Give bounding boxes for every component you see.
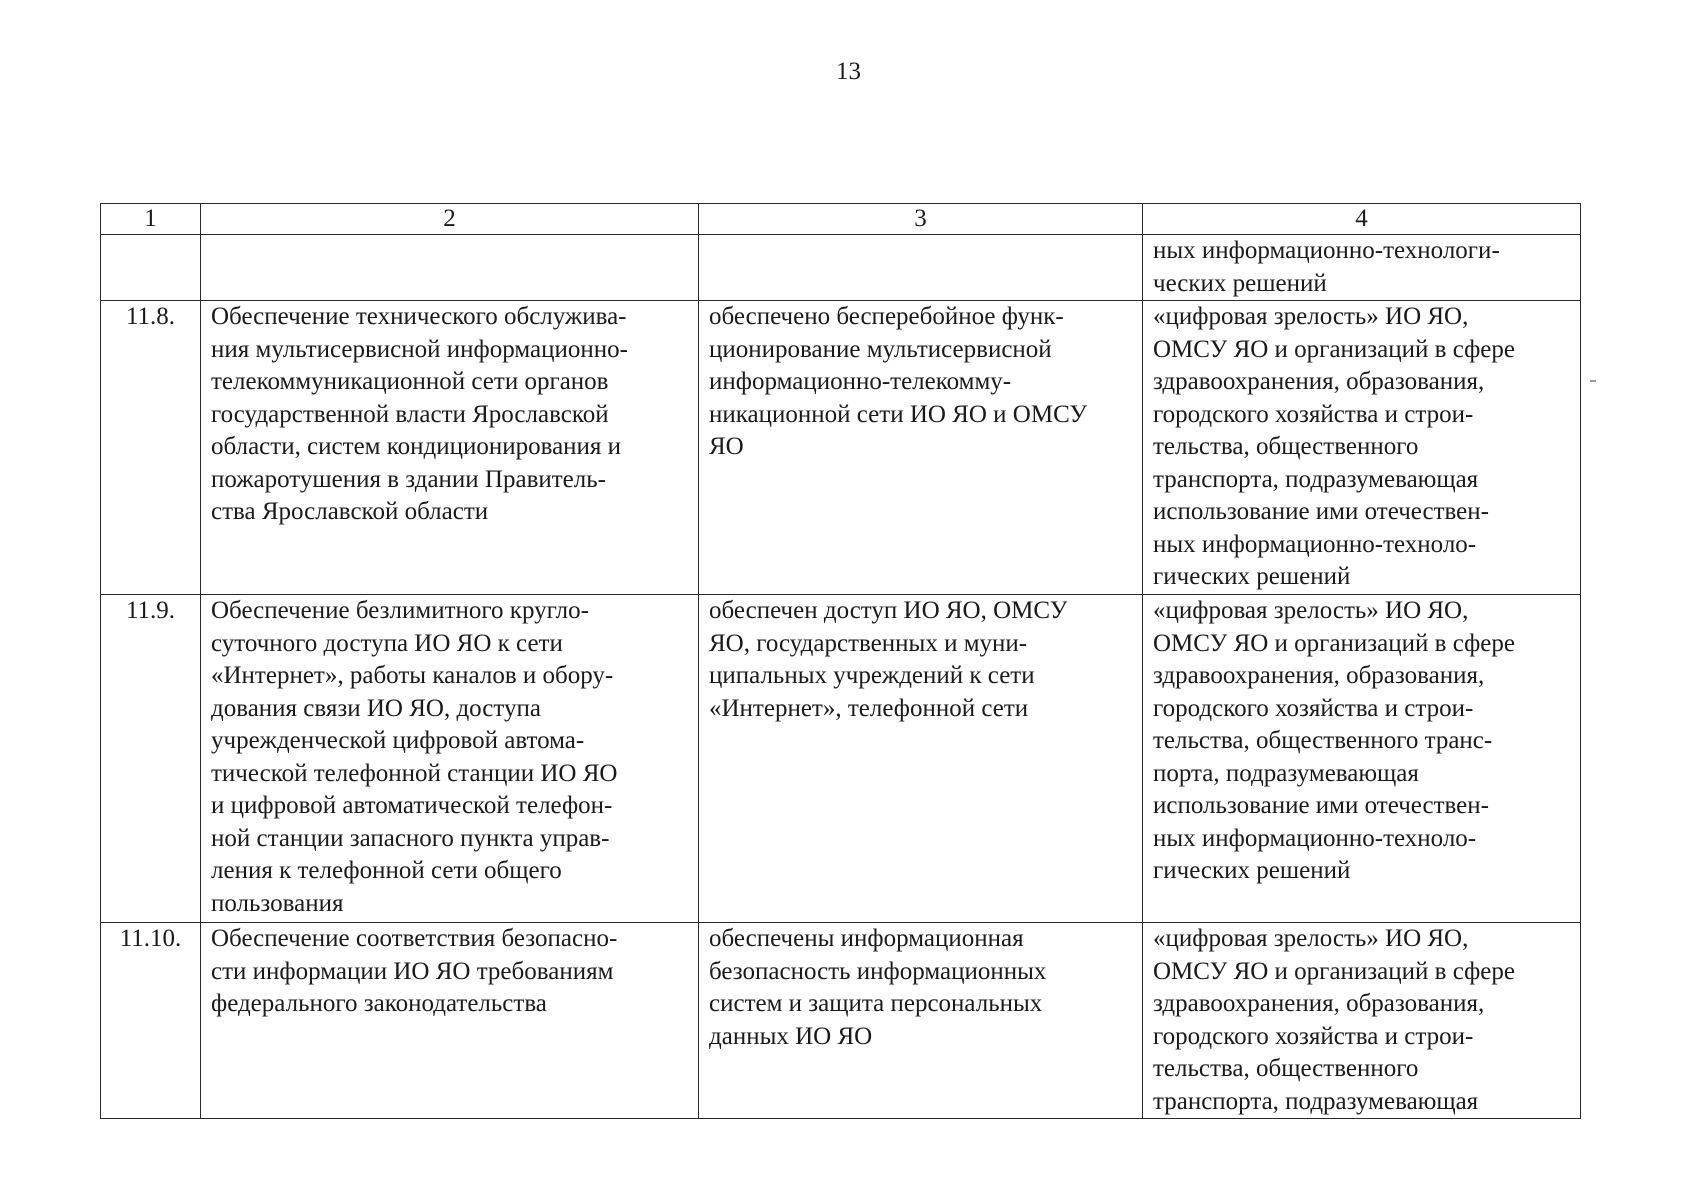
row-number-text: 11.10. bbox=[119, 925, 182, 952]
activity-text: Обеспечение соответствия безопасно- сти информации ИО ЯО требованиям федерального законодательства bbox=[211, 925, 618, 1017]
table-row bbox=[101, 923, 1581, 1119]
table-row bbox=[101, 235, 1581, 301]
row-number-text: 11.9. bbox=[125, 597, 176, 624]
indicator-cell bbox=[1143, 235, 1581, 301]
table-header-row bbox=[101, 204, 1581, 235]
row-number bbox=[101, 301, 201, 595]
activity-cell bbox=[201, 301, 699, 595]
result-cell bbox=[699, 595, 1143, 923]
table-row bbox=[101, 595, 1581, 923]
indicator-text: «цифровая зрелость» ИО ЯО, ОМСУ ЯО и организаций в сфере здравоохранения, образования, городского хозяйства и строи- тельства, общественного транспорта, подразумевающая использование ими отечествен- ных информационно-техноло- гических решений bbox=[1153, 303, 1515, 590]
header-cell-2: 2 bbox=[201, 204, 699, 235]
page-number: 13 bbox=[836, 58, 861, 85]
result-text: обеспечено бесперебойное функ- ционирование мультисервисной информационно-телекомму- никационной сети ИО ЯО и ОМСУ ЯО bbox=[709, 303, 1088, 460]
indicator-text: «цифровая зрелость» ИО ЯО, ОМСУ ЯО и организаций в сфере здравоохранения, образования, городского хозяйства и строи- тельства, общественного транспорта, подразумевающая bbox=[1153, 925, 1515, 1115]
table-row bbox=[101, 301, 1581, 595]
result-cell bbox=[699, 301, 1143, 595]
indicator-cell bbox=[1143, 923, 1581, 1119]
result-text: обеспечены информационная безопасность информационных систем и защита персональных данных ИО ЯО bbox=[709, 925, 1047, 1050]
header-cell-3: 3 bbox=[699, 204, 1143, 235]
activity-text: Обеспечение технического обслужива- ния мультисервисной информационно- телекоммуникационной сети органов государственной власти Ярославской области, систем кондиционирования и пожаротушения в здании Правитель- ства Ярославской области bbox=[211, 303, 628, 525]
activity-cell bbox=[201, 595, 699, 923]
indicator-text: ных информационно-технологи- ческих решений bbox=[1153, 237, 1500, 297]
result-text: обеспечен доступ ИО ЯО, ОМСУ ЯО, государственных и муни- ципальных учреждений к сети «Интернет», телефонной сети bbox=[709, 597, 1068, 722]
row-number bbox=[101, 923, 201, 1119]
result-cell bbox=[699, 923, 1143, 1119]
indicator-cell bbox=[1143, 595, 1581, 923]
activities-table bbox=[100, 203, 1581, 1119]
activity-text: Обеспечение безлимитного кругло- суточного доступа ИО ЯО к сети «Интернет», работы каналов и обору- дования связи ИО ЯО, доступа учрежденческой цифровой автома- тической телефонной станции ИО ЯО и цифровой автоматической телефон- ной станции запасного пункта управ- ления к телефонной сети общего пользования bbox=[211, 597, 618, 917]
activity-cell bbox=[201, 923, 699, 1119]
header-cell-1: 1 bbox=[101, 204, 201, 235]
indicator-cell bbox=[1143, 301, 1581, 595]
activity-cell bbox=[201, 235, 699, 301]
header-cell-4: 4 bbox=[1143, 204, 1581, 235]
row-number bbox=[101, 235, 201, 301]
indicator-text: «цифровая зрелость» ИО ЯО, ОМСУ ЯО и организаций в сфере здравоохранения, образования, городского хозяйства и строи- тельства, общественного транс- порта, подразумевающая использование ими отечествен- ных информационно-техноло- гических решений bbox=[1153, 597, 1515, 884]
result-cell bbox=[699, 235, 1143, 301]
row-number bbox=[101, 595, 201, 923]
row-number-text: 11.8. bbox=[125, 303, 176, 330]
scan-mark bbox=[1590, 380, 1596, 382]
